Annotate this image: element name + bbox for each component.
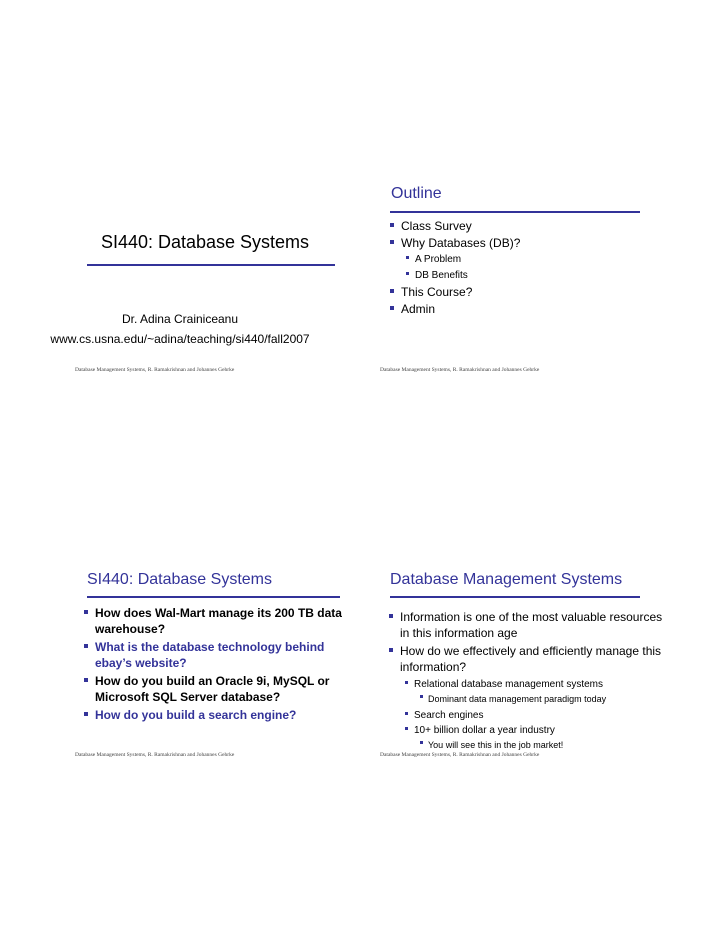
list-item: How do we effectively and efficiently manage this information? [400,643,670,675]
slide-dbms [360,565,720,765]
list-subitem: A Problem [415,252,520,267]
list-item: How do you build an Oracle 9i, MySQL or Microsoft SQL Server database? [95,673,345,705]
slide-footer: Database Management Systems, R. Ramakrishnan and Johannes Gehrke [75,752,235,758]
list-item: What is the database technology behind ebay’s website? [95,639,345,671]
course-url: www.cs.usna.edu/~adina/teaching/si440/fall2007 [50,332,310,346]
list-subitem: 10+ billion dollar a year industry [414,723,670,738]
outline-list [401,218,520,318]
list-subitem: Search engines [414,708,670,723]
question-list [95,605,345,725]
slide-questions [0,565,360,765]
slide-heading: Outline [391,185,442,202]
list-item: How do you build a search engine? [95,707,345,723]
slide-footer: Database Management Systems, R. Ramakrishnan and Johannes Gehrke [380,367,540,373]
dbms-list [400,609,670,754]
list-subsubitem: Dominant data management paradigm today [428,692,670,706]
list-subsubitem: You will see this in the job market! [428,738,670,752]
list-subitem: Relational database management systems [414,677,670,692]
heading-rule [390,211,640,213]
heading-rule [390,596,640,598]
slide-footer: Database Management Systems, R. Ramakrishnan and Johannes Gehrke [75,367,235,373]
list-item: This Course? [401,284,520,300]
slide-footer: Database Management Systems, R. Ramakrishnan and Johannes Gehrke [380,752,540,758]
heading-rule [87,596,340,598]
list-item: Information is one of the most valuable resources in this information age [400,609,670,641]
title-underline [87,264,335,266]
author-name: Dr. Adina Crainiceanu [121,312,239,326]
list-item: Admin [401,301,520,317]
list-item: How does Wal-Mart manage its 200 TB data warehouse? [95,605,345,637]
list-subitem: DB Benefits [415,268,520,283]
slide-outline [360,180,720,380]
list-item: Why Databases (DB)? [401,236,521,250]
slide-title [0,180,360,380]
slide-heading: SI440: Database Systems [87,571,272,588]
list-item: Class Survey [401,218,520,234]
slide-heading: Database Management Systems [390,571,623,588]
slide-title-heading: SI440: Database Systems [100,232,310,252]
